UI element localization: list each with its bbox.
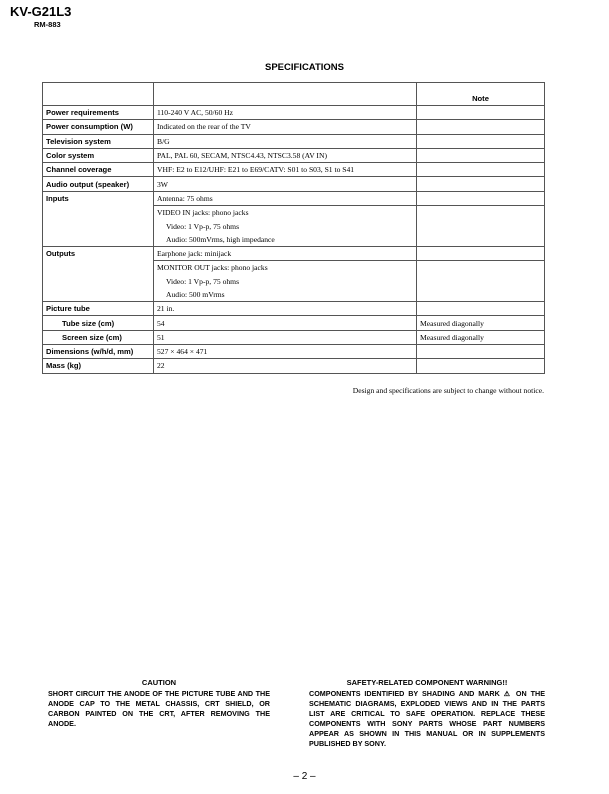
spec-label <box>43 275 154 288</box>
spec-value: 110-240 V AC, 50/60 Hz <box>154 106 417 120</box>
spec-note: Measured diagonally <box>417 316 545 330</box>
spec-note <box>417 233 545 247</box>
spec-value: MONITOR OUT jacks: phono jacks <box>154 261 417 275</box>
spec-note: Measured diagonally <box>417 330 545 344</box>
spec-note <box>417 163 545 177</box>
spec-value: Indicated on the rear of the TV <box>154 120 417 134</box>
caution-heading: CAUTION <box>141 678 177 687</box>
spec-value: Audio: 500 mVrms <box>154 288 417 302</box>
spec-note <box>417 148 545 162</box>
spec-label: Picture tube <box>43 302 154 316</box>
table-row <box>43 233 545 247</box>
spec-label <box>43 288 154 302</box>
spec-value: Video: 1 Vp-p, 75 ohms <box>154 219 417 232</box>
spec-label: Television system <box>43 134 154 148</box>
table-row <box>43 106 545 120</box>
table-row <box>43 206 545 220</box>
spec-value: VHF: E2 to E12/UHF: E21 to E69/CATV: S01 to S03, S1 to S41 <box>154 163 417 177</box>
spec-label: Color system <box>43 148 154 162</box>
spec-note <box>417 261 545 275</box>
table-row <box>43 134 545 148</box>
spec-label <box>43 206 154 220</box>
spec-label: Mass (kg) <box>43 359 154 373</box>
table-header-row <box>43 83 545 106</box>
spec-label: Channel coverage <box>43 163 154 177</box>
spec-label <box>43 219 154 232</box>
table-row <box>43 163 545 177</box>
spec-note <box>417 177 545 191</box>
page-title: SPECIFICATIONS <box>265 62 344 73</box>
spec-value: PAL, PAL 60, SECAM, NTSC4.43, NTSC3.58 (AV IN) <box>154 148 417 162</box>
spec-note <box>417 191 545 205</box>
note-column-header: Note <box>417 83 545 106</box>
spec-value: Earphone jack: minijack <box>154 246 417 260</box>
model-number: KV-G21L3 <box>10 4 72 19</box>
table-row <box>43 359 545 373</box>
spec-label: Outputs <box>43 246 154 260</box>
table-row <box>43 316 545 330</box>
spec-label: Power consumption (W) <box>43 120 154 134</box>
table-row <box>43 345 545 359</box>
header-empty-cell <box>43 83 154 106</box>
spec-value: 527 × 464 × 471 <box>154 345 417 359</box>
table-row <box>43 288 545 302</box>
spec-value: 54 <box>154 316 417 330</box>
disclaimer-text: Design and specifications are subject to change without notice. <box>352 386 544 395</box>
header-empty-cell <box>154 83 417 106</box>
table-row <box>43 302 545 316</box>
spec-note <box>417 246 545 260</box>
spec-value: 51 <box>154 330 417 344</box>
table-row <box>43 261 545 275</box>
spec-note <box>417 345 545 359</box>
spec-label: Tube size (cm) <box>43 316 154 330</box>
specifications-table <box>42 82 545 374</box>
spec-value: 3W <box>154 177 417 191</box>
table-row <box>43 120 545 134</box>
spec-note <box>417 288 545 302</box>
spec-note <box>417 219 545 232</box>
spec-note <box>417 134 545 148</box>
spec-value: B/G <box>154 134 417 148</box>
table-row <box>43 148 545 162</box>
spec-value: Audio: 500mVrms, high impedance <box>154 233 417 247</box>
safety-warning-text: COMPONENTS IDENTIFIED BY SHADING AND MARK ⚠ ON THE SCHEMATIC DIAGRAMS, EXPLODED VIEWS AND IN THE PARTS LIST ARE CRITICAL TO SAFE OPERATION. REPLACE THESE COMPONENTS WITH SONY PARTS WHOSE PART NUMBERS APPEAR AS SHOWN IN THIS MANUAL OR IN SUPPLEMENTS PUBLISHED BY SONY. <box>309 689 545 748</box>
spec-value: VIDEO IN jacks: phono jacks <box>154 206 417 220</box>
spec-label: Screen size (cm) <box>43 330 154 344</box>
spec-value: 21 in. <box>154 302 417 316</box>
spec-note <box>417 206 545 220</box>
page-number: – 2 – <box>293 771 316 782</box>
table-row <box>43 219 545 232</box>
safety-warning-heading: SAFETY-RELATED COMPONENT WARNING!! <box>346 678 508 687</box>
remote-model: RM-883 <box>34 20 61 29</box>
spec-note <box>417 359 545 373</box>
spec-label <box>43 261 154 275</box>
spec-label: Inputs <box>43 191 154 205</box>
spec-label: Audio output (speaker) <box>43 177 154 191</box>
spec-note <box>417 302 545 316</box>
table-row <box>43 275 545 288</box>
spec-label: Dimensions (w/h/d, mm) <box>43 345 154 359</box>
caution-text: SHORT CIRCUIT THE ANODE OF THE PICTURE TUBE AND THE ANODE CAP TO THE METAL CHASSIS, CRT SHIELD, OR CARBON PAINTED ON THE CRT, AFTER REMOVING THE ANODE. <box>48 689 270 728</box>
table-row <box>43 177 545 191</box>
spec-note <box>417 275 545 288</box>
spec-label <box>43 233 154 247</box>
spec-note <box>417 106 545 120</box>
table-row <box>43 246 545 260</box>
spec-value: Antenna: 75 ohms <box>154 191 417 205</box>
spec-value: 22 <box>154 359 417 373</box>
spec-label: Power requirements <box>43 106 154 120</box>
table-row <box>43 191 545 205</box>
spec-value: Video: 1 Vp-p, 75 ohms <box>154 275 417 288</box>
spec-note <box>417 120 545 134</box>
table-row <box>43 330 545 344</box>
